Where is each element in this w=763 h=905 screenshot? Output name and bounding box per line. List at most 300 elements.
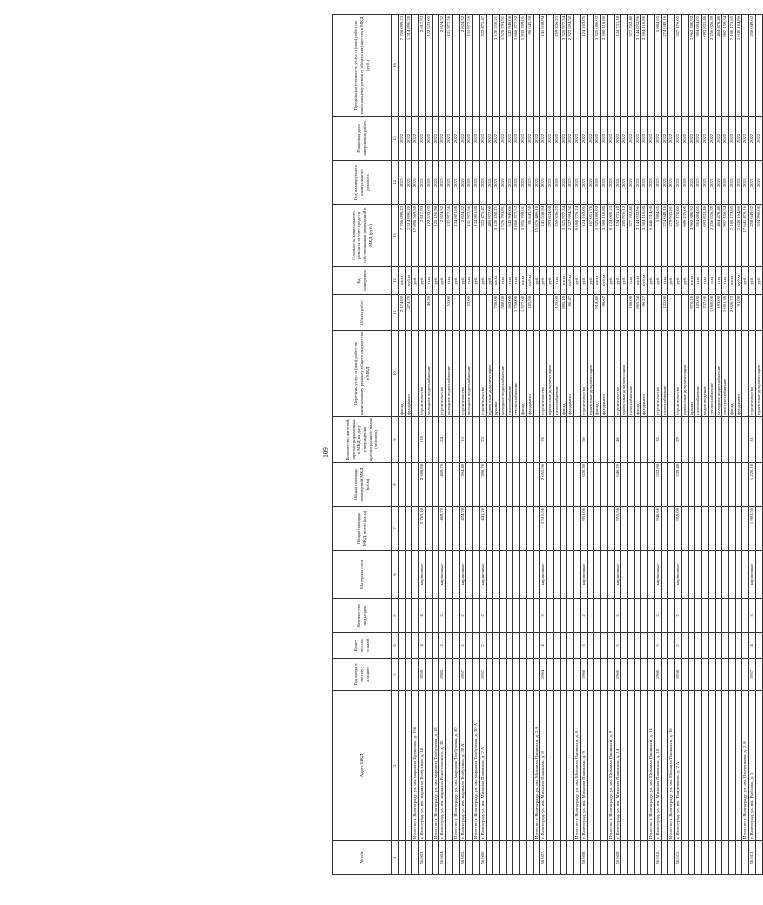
table-cell: 2022 xyxy=(668,117,675,161)
table-cell: 2021 xyxy=(540,161,547,205)
table-cell xyxy=(755,507,762,551)
table-cell: теплоснабжение xyxy=(513,331,520,417)
table-cell xyxy=(533,463,540,507)
table-cell: 865,50 xyxy=(634,295,641,331)
table-cell: 4 xyxy=(419,599,426,633)
table-cell: куб.м xyxy=(405,267,412,295)
table-cell: 907 150,34 xyxy=(722,205,729,267)
table-cell xyxy=(574,15,581,117)
table-cell xyxy=(601,691,608,841)
table-cell: 31 xyxy=(749,417,756,463)
table-cell: кв.м xyxy=(493,267,500,295)
table-cell: фасад xyxy=(728,331,735,417)
table-cell: 3 xyxy=(540,599,547,633)
table-cell: г. Волгоград, ул. им. маршала Толбухина, д. 18 xyxy=(419,691,426,841)
table-cell: 86,47 xyxy=(567,295,574,331)
table-cell: 2022 xyxy=(749,117,756,161)
table-cell xyxy=(634,633,641,659)
table-cell: Итого по г. Волгограду, ул. им. Михаила Паникахи, д. 9 xyxy=(607,691,614,841)
table-cell: 2021 xyxy=(594,161,601,205)
table-row xyxy=(715,15,722,875)
table-cell: 2022 xyxy=(506,117,513,161)
table-cell: 2022 xyxy=(473,117,480,161)
table-cell xyxy=(601,417,608,463)
table-cell: 3 120 250,21 xyxy=(493,15,500,117)
table-cell xyxy=(728,507,735,551)
table-cell xyxy=(702,551,709,599)
table-row xyxy=(506,15,513,875)
table-cell xyxy=(601,599,608,633)
table-cell xyxy=(513,599,520,633)
table-cell: 2021 xyxy=(533,161,540,205)
table-cell: 3 325 977,34 xyxy=(560,15,567,117)
table-cell xyxy=(452,659,459,691)
table-cell xyxy=(607,331,614,417)
table-cell: 2022 xyxy=(560,117,567,161)
table-header-row xyxy=(333,15,392,875)
table-cell xyxy=(742,599,749,633)
table-cell xyxy=(574,331,581,417)
table-cell: 2 xyxy=(459,599,466,633)
table-cell: 976,20 xyxy=(688,295,695,331)
table-cell xyxy=(493,463,500,507)
table-cell: 1 756,00 xyxy=(513,295,520,331)
table-cell: 2021 xyxy=(446,161,453,205)
table-cell xyxy=(681,417,688,463)
table-cell: 2021 xyxy=(681,161,688,205)
table-cell xyxy=(715,599,722,633)
table-cell: 2021 xyxy=(661,161,668,205)
table-cell xyxy=(399,691,406,841)
table-cell: фасад xyxy=(594,331,601,417)
table-cell: 464 478,40 xyxy=(715,15,722,117)
table-cell xyxy=(695,599,702,633)
table-cell: п.м xyxy=(466,267,473,295)
table-cell: 3 866 377,52 xyxy=(513,205,520,267)
table-cell xyxy=(513,551,520,599)
table-cell: Итого по г. Волгограду, ул. им. Михаила Паникахи, д. 2 А xyxy=(533,691,540,841)
table-cell xyxy=(641,599,648,633)
table-cell: руб. xyxy=(668,267,675,295)
table-cell: 56.603. xyxy=(419,841,426,875)
table-cell xyxy=(621,507,628,551)
table-cell xyxy=(728,463,735,507)
table-cell xyxy=(412,295,419,331)
table-cell: 2022 xyxy=(742,117,749,161)
table-cell: 2021 xyxy=(587,161,594,205)
table-cell: 56.604. xyxy=(439,841,446,875)
table-cell: 29 xyxy=(675,417,682,463)
table-cell: 2021 xyxy=(439,161,446,205)
table-row xyxy=(432,15,439,875)
table-cell: г. Волгоград, ул. им. маршала Рокоссовского, д. 30 xyxy=(439,691,446,841)
table-cell xyxy=(567,659,574,691)
table-cell: 543 946,06 xyxy=(506,205,513,267)
table-cell xyxy=(681,599,688,633)
table-cell xyxy=(466,599,473,633)
table-cell: п.м xyxy=(708,267,715,295)
table-cell: 6 124 000,23 xyxy=(607,205,614,267)
table-cell: 2021 xyxy=(560,161,567,205)
table-cell xyxy=(735,659,742,691)
table-cell xyxy=(607,15,614,117)
table-cell: 5 935 709,01 xyxy=(520,205,527,267)
column-header: Общая площадь помещений МКД (кв.м) xyxy=(333,463,392,507)
table-row xyxy=(419,15,426,875)
table-cell xyxy=(601,551,608,599)
table-cell: 274 049,16 xyxy=(661,15,668,117)
table-cell xyxy=(695,659,702,691)
table-cell xyxy=(486,551,493,599)
table-cell: проектные документации xyxy=(621,331,628,417)
table-cell xyxy=(547,551,554,599)
table-cell xyxy=(432,551,439,599)
table-row xyxy=(553,15,560,875)
table-cell: 2 055,90 xyxy=(540,463,547,507)
table-cell: 1 570 793,91 xyxy=(500,15,507,117)
table-cell xyxy=(702,463,709,507)
table-cell: 7 706 099,23 xyxy=(399,205,406,267)
table-cell: 6 446 514,66 xyxy=(648,205,655,267)
table-cell xyxy=(641,417,648,463)
table-cell: кв.м xyxy=(594,267,601,295)
table-cell: руб. xyxy=(432,267,439,295)
table-cell: фундамент xyxy=(641,331,648,417)
table-cell xyxy=(432,507,439,551)
table-row xyxy=(742,15,749,875)
table-cell xyxy=(473,417,480,463)
table-cell xyxy=(486,15,493,117)
table-cell: куб.м xyxy=(526,267,533,295)
table-cell: руб. xyxy=(574,267,581,295)
table-cell: куб.м xyxy=(601,267,608,295)
table-cell: руб. xyxy=(607,267,614,295)
table-cell: 2021 xyxy=(432,161,439,205)
table-body xyxy=(392,15,763,875)
table-cell xyxy=(493,691,500,841)
table-cell: 2 xyxy=(479,633,486,659)
table-cell xyxy=(661,463,668,507)
table-cell xyxy=(526,659,533,691)
table-cell xyxy=(715,507,722,551)
table-cell: фундамент xyxy=(405,331,412,417)
table-cell: 2021 xyxy=(479,161,486,205)
table-cell: 2022 xyxy=(405,117,412,161)
table-cell: Итого по г. Волгограду, ул. им. маршала Толбухина, д. 18 xyxy=(432,691,439,841)
table-cell: 56.605. xyxy=(459,841,466,875)
table-cell: 1960 xyxy=(580,659,587,691)
table-cell: п.м xyxy=(661,267,668,295)
table-cell: 2021 xyxy=(742,161,749,205)
table-cell xyxy=(607,841,614,875)
table-cell xyxy=(587,599,594,633)
table-cell xyxy=(560,417,567,463)
table-cell: 2021 xyxy=(641,161,648,205)
table-cell xyxy=(708,507,715,551)
table-cell: 2022 xyxy=(520,117,527,161)
table-cell xyxy=(708,633,715,659)
table-cell xyxy=(533,507,540,551)
table-cell xyxy=(567,691,574,841)
table-cell xyxy=(668,15,675,117)
table-cell xyxy=(695,691,702,841)
table-cell: 1 060,00 xyxy=(708,295,715,331)
table-cell xyxy=(412,507,419,551)
table-row xyxy=(399,15,406,875)
table-cell xyxy=(601,507,608,551)
table-cell: руб. xyxy=(459,267,466,295)
table-row xyxy=(695,15,702,875)
table-cell xyxy=(668,551,675,599)
table-row xyxy=(574,15,581,875)
table-row xyxy=(513,15,520,875)
table-cell xyxy=(506,417,513,463)
table-cell: 2022 xyxy=(627,117,634,161)
table-cell xyxy=(446,633,453,659)
table-cell xyxy=(627,417,634,463)
table-cell: 262,00 xyxy=(506,295,513,331)
table-cell xyxy=(722,841,729,875)
table-cell: 2022 xyxy=(702,117,709,161)
table-cell xyxy=(668,659,675,691)
table-cell: 4 xyxy=(419,633,426,659)
table-cell xyxy=(526,417,533,463)
table-cell xyxy=(486,463,493,507)
table-row xyxy=(607,15,614,875)
table-cell xyxy=(425,599,432,633)
table-cell: 2022 xyxy=(459,117,466,161)
table-cell xyxy=(526,841,533,875)
table-cell xyxy=(493,599,500,633)
table-cell: 3 325 977,34 xyxy=(560,205,567,267)
table-cell xyxy=(547,599,554,633)
table-cell xyxy=(526,691,533,841)
table-cell xyxy=(446,691,453,841)
table-cell: 56.606. xyxy=(479,841,486,875)
table-cell: холодное водоснабжение xyxy=(466,331,473,417)
table-cell xyxy=(574,599,581,633)
table-cell xyxy=(533,599,540,633)
table-cell: 441,20 xyxy=(479,507,486,551)
table-cell xyxy=(412,659,419,691)
table-cell xyxy=(500,691,507,841)
table-cell xyxy=(607,633,614,659)
table-cell xyxy=(587,841,594,875)
table-cell xyxy=(695,551,702,599)
table-cell: кирпичные xyxy=(614,551,621,599)
table-row xyxy=(614,15,621,875)
table-cell: п.м xyxy=(513,267,520,295)
table-cell: 3 325 080,02 xyxy=(594,205,601,267)
table-row xyxy=(405,15,412,875)
table-cell: холодное водоснабжение xyxy=(446,331,453,417)
column-number: 11 xyxy=(392,295,399,331)
table-cell: 2022 xyxy=(513,117,520,161)
table-cell: 2 515,50 xyxy=(540,507,547,551)
table-cell: 2021 xyxy=(493,161,500,205)
column-header: Коли-чество этажей xyxy=(333,633,392,659)
table-cell xyxy=(500,841,507,875)
table-cell: 2021 xyxy=(675,161,682,205)
table-cell: кирпичные xyxy=(419,551,426,599)
table-cell: 56.610. xyxy=(654,841,661,875)
table-cell xyxy=(560,507,567,551)
table-row xyxy=(425,15,432,875)
table-cell: 183,00 xyxy=(715,295,722,331)
table-cell: проектные документации xyxy=(587,331,594,417)
table-cell xyxy=(648,633,655,659)
table-cell xyxy=(601,633,608,659)
column-number: 15 xyxy=(392,117,399,161)
table-cell xyxy=(432,463,439,507)
table-cell: 2021 xyxy=(466,161,473,205)
table-cell xyxy=(708,599,715,633)
table-cell xyxy=(627,507,634,551)
table-cell xyxy=(648,507,655,551)
table-row xyxy=(459,15,466,875)
table-cell: руб. xyxy=(675,267,682,295)
table-cell xyxy=(520,551,527,599)
table-cell xyxy=(486,633,493,659)
table-cell: 2021 xyxy=(580,161,587,205)
table-cell: 131 977,56 xyxy=(446,15,453,117)
column-number-row xyxy=(392,15,399,875)
table-cell xyxy=(681,551,688,599)
table-cell: руб. xyxy=(419,267,426,295)
table-cell xyxy=(452,417,459,463)
table-cell xyxy=(500,659,507,691)
table-cell xyxy=(567,463,574,507)
table-row xyxy=(580,15,587,875)
column-header: № п/п xyxy=(333,841,392,875)
table-row xyxy=(493,15,500,875)
table-cell xyxy=(466,633,473,659)
table-row xyxy=(547,15,554,875)
table-cell xyxy=(553,841,560,875)
table-cell xyxy=(695,633,702,659)
table-row xyxy=(560,15,567,875)
table-cell xyxy=(641,551,648,599)
table-cell xyxy=(452,15,459,117)
table-cell: электроснабжение xyxy=(722,331,729,417)
table-cell xyxy=(560,599,567,633)
table-cell: 2 765,10 xyxy=(419,507,426,551)
table-cell xyxy=(533,295,540,331)
table-cell xyxy=(574,633,581,659)
table-cell: 2 617,93 xyxy=(419,205,426,267)
table-cell: 3 866 377,52 xyxy=(513,15,520,117)
table-cell xyxy=(533,841,540,875)
table-cell: 2021 xyxy=(574,161,581,205)
table-cell xyxy=(547,633,554,659)
table-cell xyxy=(702,417,709,463)
table-cell: 2021 xyxy=(749,161,756,205)
table-cell xyxy=(567,841,574,875)
table-cell: г. Волгоград, ул. им. маршала Толбухина, д. 30 А xyxy=(459,691,466,841)
table-cell: руб. xyxy=(755,267,762,295)
table-cell: 2022 xyxy=(661,117,668,161)
table-cell xyxy=(755,463,762,507)
table-cell: 1 314 890,20 xyxy=(405,15,412,117)
table-cell: 56.609. xyxy=(614,841,621,875)
table-cell: 2021 xyxy=(506,161,513,205)
table-cell xyxy=(473,841,480,875)
table-cell xyxy=(432,295,439,331)
table-cell: 2022 xyxy=(735,117,742,161)
column-number: 1 xyxy=(392,841,399,875)
table-cell: 5 935 709,01 xyxy=(520,15,527,117)
table-cell: 1 226,10 xyxy=(749,463,756,507)
table-cell xyxy=(493,659,500,691)
table-cell xyxy=(627,691,634,841)
table-cell xyxy=(533,417,540,463)
table-cell xyxy=(493,633,500,659)
table-cell xyxy=(601,841,608,875)
table-cell xyxy=(702,841,709,875)
table-cell: кирпичные xyxy=(654,551,661,599)
column-number: 6 xyxy=(392,551,399,599)
table-row xyxy=(486,15,493,875)
table-cell xyxy=(473,295,480,331)
table-cell: 2021 xyxy=(500,161,507,205)
table-cell xyxy=(486,295,493,331)
table-cell: руб. xyxy=(614,267,621,295)
table-cell: Итого по г. Волгограду, ул. им. маршала Еременко, д. 156 xyxy=(412,691,419,841)
table-cell xyxy=(715,659,722,691)
table-row xyxy=(735,15,742,875)
table-cell: кв.м xyxy=(560,267,567,295)
table-row xyxy=(722,15,729,875)
table-cell: фундамент xyxy=(567,331,574,417)
table-cell xyxy=(432,15,439,117)
column-header: Материал стен xyxy=(333,551,392,599)
table-cell: 322 475,47 xyxy=(479,15,486,117)
table-cell xyxy=(553,633,560,659)
table-cell: 2022 xyxy=(486,117,493,161)
table-cell: 23 xyxy=(479,417,486,463)
table-cell: проектные документации xyxy=(755,331,762,417)
column-header: Адрес МКД xyxy=(333,691,392,841)
table-cell xyxy=(708,659,715,691)
table-cell xyxy=(547,463,554,507)
table-cell: 2021 xyxy=(702,161,709,205)
table-cell: 2021 xyxy=(553,161,560,205)
table-cell xyxy=(412,463,419,507)
table-row xyxy=(567,15,574,875)
table-cell: 2021 xyxy=(614,161,621,205)
table-row xyxy=(641,15,648,875)
table-cell: 2 xyxy=(614,599,621,633)
table-cell xyxy=(742,551,749,599)
table-cell xyxy=(520,659,527,691)
table-cell xyxy=(641,633,648,659)
table-cell: 134 731,18 xyxy=(614,205,621,267)
table-cell: 185,60 xyxy=(526,295,533,331)
table-cell: Итого по г. Волгограду, ул. им. маршала Толбухина, д. 30 А xyxy=(473,691,480,841)
table-cell xyxy=(695,841,702,875)
table-cell: проектные документации xyxy=(486,331,493,417)
column-number: 3 xyxy=(392,659,399,691)
table-cell: строительство xyxy=(540,331,547,417)
table-cell: 3 xyxy=(614,633,621,659)
table-cell: 2022 xyxy=(614,117,621,161)
table-cell: холодное водоснабжение xyxy=(425,331,432,417)
table-cell: 2021 xyxy=(607,161,614,205)
table-cell xyxy=(574,659,581,691)
table-cell: 1 630 164,86 xyxy=(735,205,742,267)
table-cell: 2021 xyxy=(648,161,655,205)
table-cell: фундамент xyxy=(735,331,742,417)
